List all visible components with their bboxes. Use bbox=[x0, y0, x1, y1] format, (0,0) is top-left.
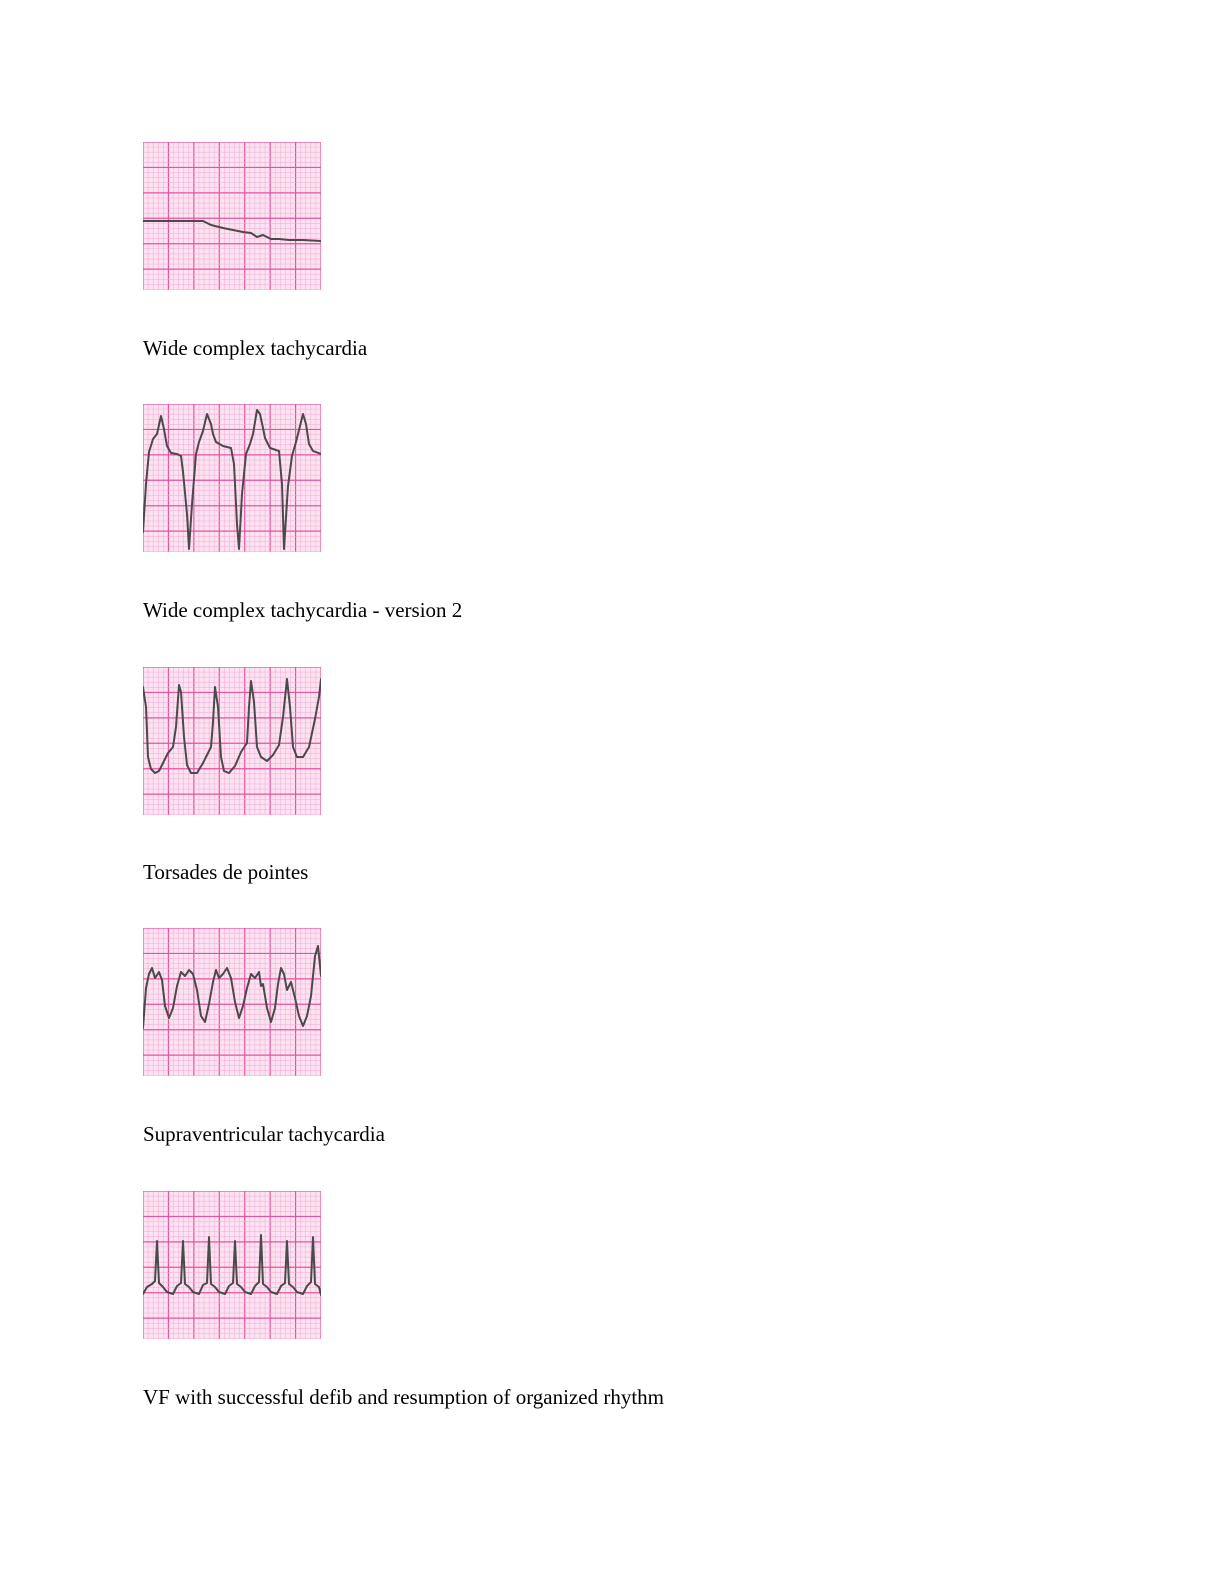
ecg-paper bbox=[143, 404, 321, 552]
ecg-paper bbox=[143, 928, 321, 1076]
ecg-strip-5 bbox=[143, 1191, 321, 1339]
caption-2: Wide complex tachycardia - version 2 bbox=[143, 598, 463, 622]
ecg-strip-4 bbox=[143, 928, 321, 1076]
ecg-grid bbox=[143, 142, 321, 290]
ecg-strip-2 bbox=[143, 404, 321, 552]
caption-4: Supraventricular tachycardia bbox=[143, 1122, 385, 1146]
ecg-grid bbox=[143, 667, 321, 815]
ecg-paper bbox=[143, 142, 321, 290]
ecg-grid bbox=[143, 928, 321, 1076]
ecg-strip-3 bbox=[143, 667, 321, 815]
ecg-strip-1 bbox=[143, 142, 321, 290]
ecg-paper bbox=[143, 1191, 321, 1339]
ecg-paper bbox=[143, 667, 321, 815]
caption-5: VF with successful defib and resumption of organized rhythm bbox=[143, 1385, 665, 1409]
caption-3: Torsades de pointes bbox=[143, 860, 309, 884]
caption-1: Wide complex tachycardia bbox=[143, 336, 368, 360]
ecg-grid bbox=[143, 1191, 321, 1339]
ecg-grid bbox=[143, 404, 321, 552]
